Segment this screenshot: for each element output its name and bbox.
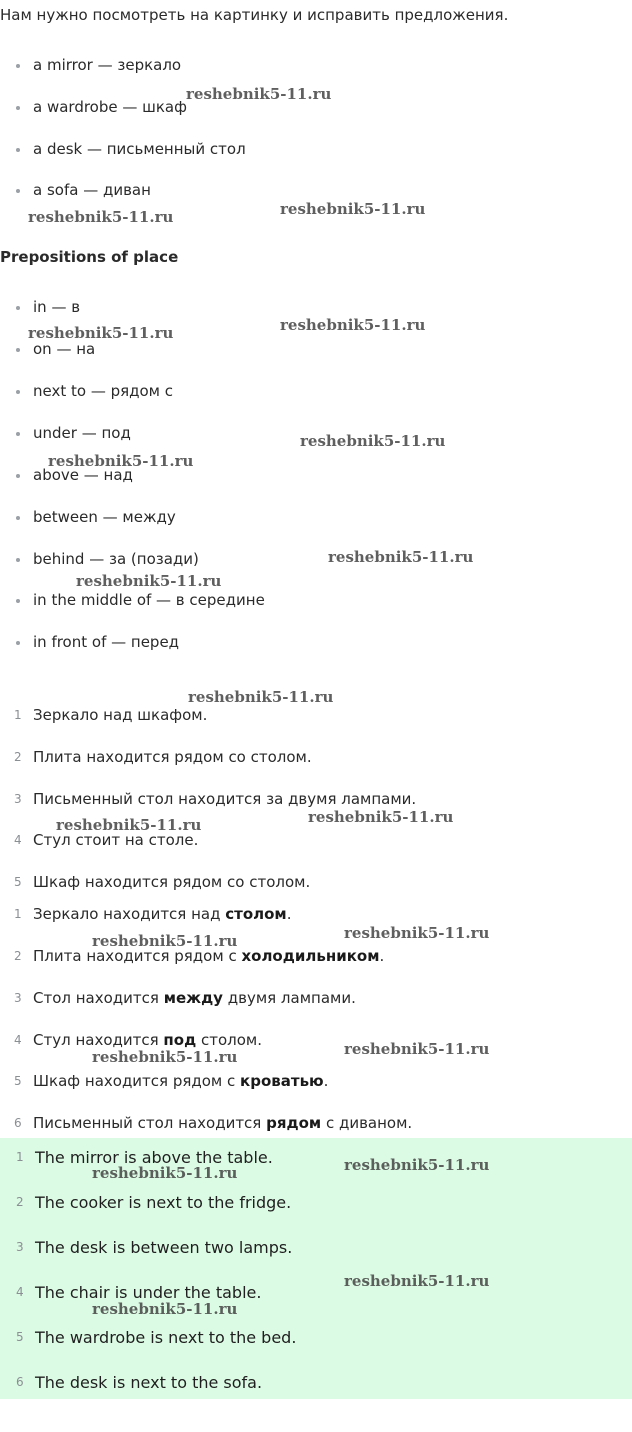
watermark: reshebnik5-11.ru [344, 1156, 490, 1174]
watermark: reshebnik5-11.ru [344, 924, 490, 942]
bullet-icon [16, 189, 20, 193]
item-number: 4 [14, 1033, 22, 1047]
sentence-text: Плита находится рядом со столом. [33, 748, 312, 766]
watermark: reshebnik5-11.ru [300, 432, 446, 450]
item-number: 1 [16, 1150, 24, 1164]
watermark: reshebnik5-11.ru [76, 572, 222, 590]
bullet-icon [16, 474, 20, 478]
watermark: reshebnik5-11.ru [92, 1164, 238, 1182]
item-number: 5 [14, 875, 22, 889]
bullet-icon [16, 516, 20, 520]
watermark: reshebnik5-11.ru [92, 932, 238, 950]
watermark: reshebnik5-11.ru [92, 1048, 238, 1066]
item-number: 2 [14, 949, 22, 963]
sentence-text: Зеркало находится над столом. [33, 905, 292, 923]
watermark: reshebnik5-11.ru [344, 1272, 490, 1290]
answer-text: The mirror is above the table. [35, 1148, 273, 1167]
answer-text: The desk is next to the sofa. [35, 1373, 263, 1392]
list-item-text: on — на [33, 340, 96, 358]
list-item-text: a sofa — диван [33, 181, 151, 199]
watermark: reshebnik5-11.ru [186, 85, 332, 103]
watermark: reshebnik5-11.ru [28, 208, 174, 226]
bullet-icon [16, 348, 20, 352]
item-number: 3 [14, 991, 22, 1005]
item-number: 4 [16, 1285, 24, 1299]
sentence-text: Письменный стол находится рядом с диваном. [33, 1114, 413, 1132]
answer-text: The chair is under the table. [35, 1283, 262, 1302]
bullet-icon [16, 148, 20, 152]
watermark: reshebnik5-11.ru [280, 316, 426, 334]
list-item-text: next to — рядом с [33, 382, 174, 400]
item-number: 5 [16, 1330, 24, 1344]
watermark: reshebnik5-11.ru [344, 1040, 490, 1058]
bullet-icon [16, 599, 20, 603]
watermark: reshebnik5-11.ru [48, 452, 194, 470]
bullet-icon [16, 306, 20, 310]
item-number: 2 [14, 750, 22, 764]
bullet-icon [16, 432, 20, 436]
sentence-text: Стул находится под столом. [33, 1031, 262, 1049]
sentence-text: Шкаф находится рядом с кроватью. [33, 1072, 329, 1090]
sentence-text: Зеркало над шкафом. [33, 706, 208, 724]
item-number: 6 [14, 1116, 22, 1130]
sentence-text: Плита находится рядом с холодильником. [33, 947, 385, 965]
watermark: reshebnik5-11.ru [308, 808, 454, 826]
bullet-icon [16, 558, 20, 562]
bullet-icon [16, 390, 20, 394]
list-item-text: a wardrobe — шкаф [33, 98, 187, 116]
watermark: reshebnik5-11.ru [328, 548, 474, 566]
list-item-text: under — под [33, 424, 131, 442]
sentence-text: Стул стоит на столе. [33, 831, 199, 849]
sentence-text: Письменный стол находится за двумя лампами. [33, 790, 417, 808]
watermark: reshebnik5-11.ru [92, 1300, 238, 1318]
list-item-text: in the middle of — в середине [33, 591, 265, 609]
watermark: reshebnik5-11.ru [56, 816, 202, 834]
list-item-text: in front of — перед [33, 633, 180, 651]
watermark: reshebnik5-11.ru [188, 688, 334, 706]
item-number: 4 [14, 833, 22, 847]
item-number: 3 [14, 792, 22, 806]
item-number: 6 [16, 1375, 24, 1389]
item-number: 3 [16, 1240, 24, 1254]
item-number: 2 [16, 1195, 24, 1209]
item-number: 1 [14, 708, 22, 722]
bullet-icon [16, 106, 20, 110]
list-item-text: behind — за (позади) [33, 550, 199, 568]
list-item-text: a mirror — зеркало [33, 56, 182, 74]
answer-text: The cooker is next to the fridge. [35, 1193, 292, 1212]
item-number: 1 [14, 907, 22, 921]
watermark: reshebnik5-11.ru [28, 324, 174, 342]
list-item-text: between — между [33, 508, 176, 526]
bullet-icon [16, 641, 20, 645]
intro-text: Нам нужно посмотреть на картинку и исправить предложения. [0, 6, 509, 24]
item-number: 5 [14, 1074, 22, 1088]
watermark: reshebnik5-11.ru [280, 200, 426, 218]
section-heading: Prepositions of place [0, 248, 179, 266]
bullet-icon [16, 64, 20, 68]
list-item-text: a desk — письменный стол [33, 140, 246, 158]
answer-text: The wardrobe is next to the bed. [35, 1328, 297, 1347]
list-item-text: above — над [33, 466, 133, 484]
answer-text: The desk is between two lamps. [35, 1238, 293, 1257]
sentence-text: Шкаф находится рядом со столом. [33, 873, 311, 891]
list-item-text: in — в [33, 298, 81, 316]
sentence-text: Стол находится между двумя лампами. [33, 989, 356, 1007]
